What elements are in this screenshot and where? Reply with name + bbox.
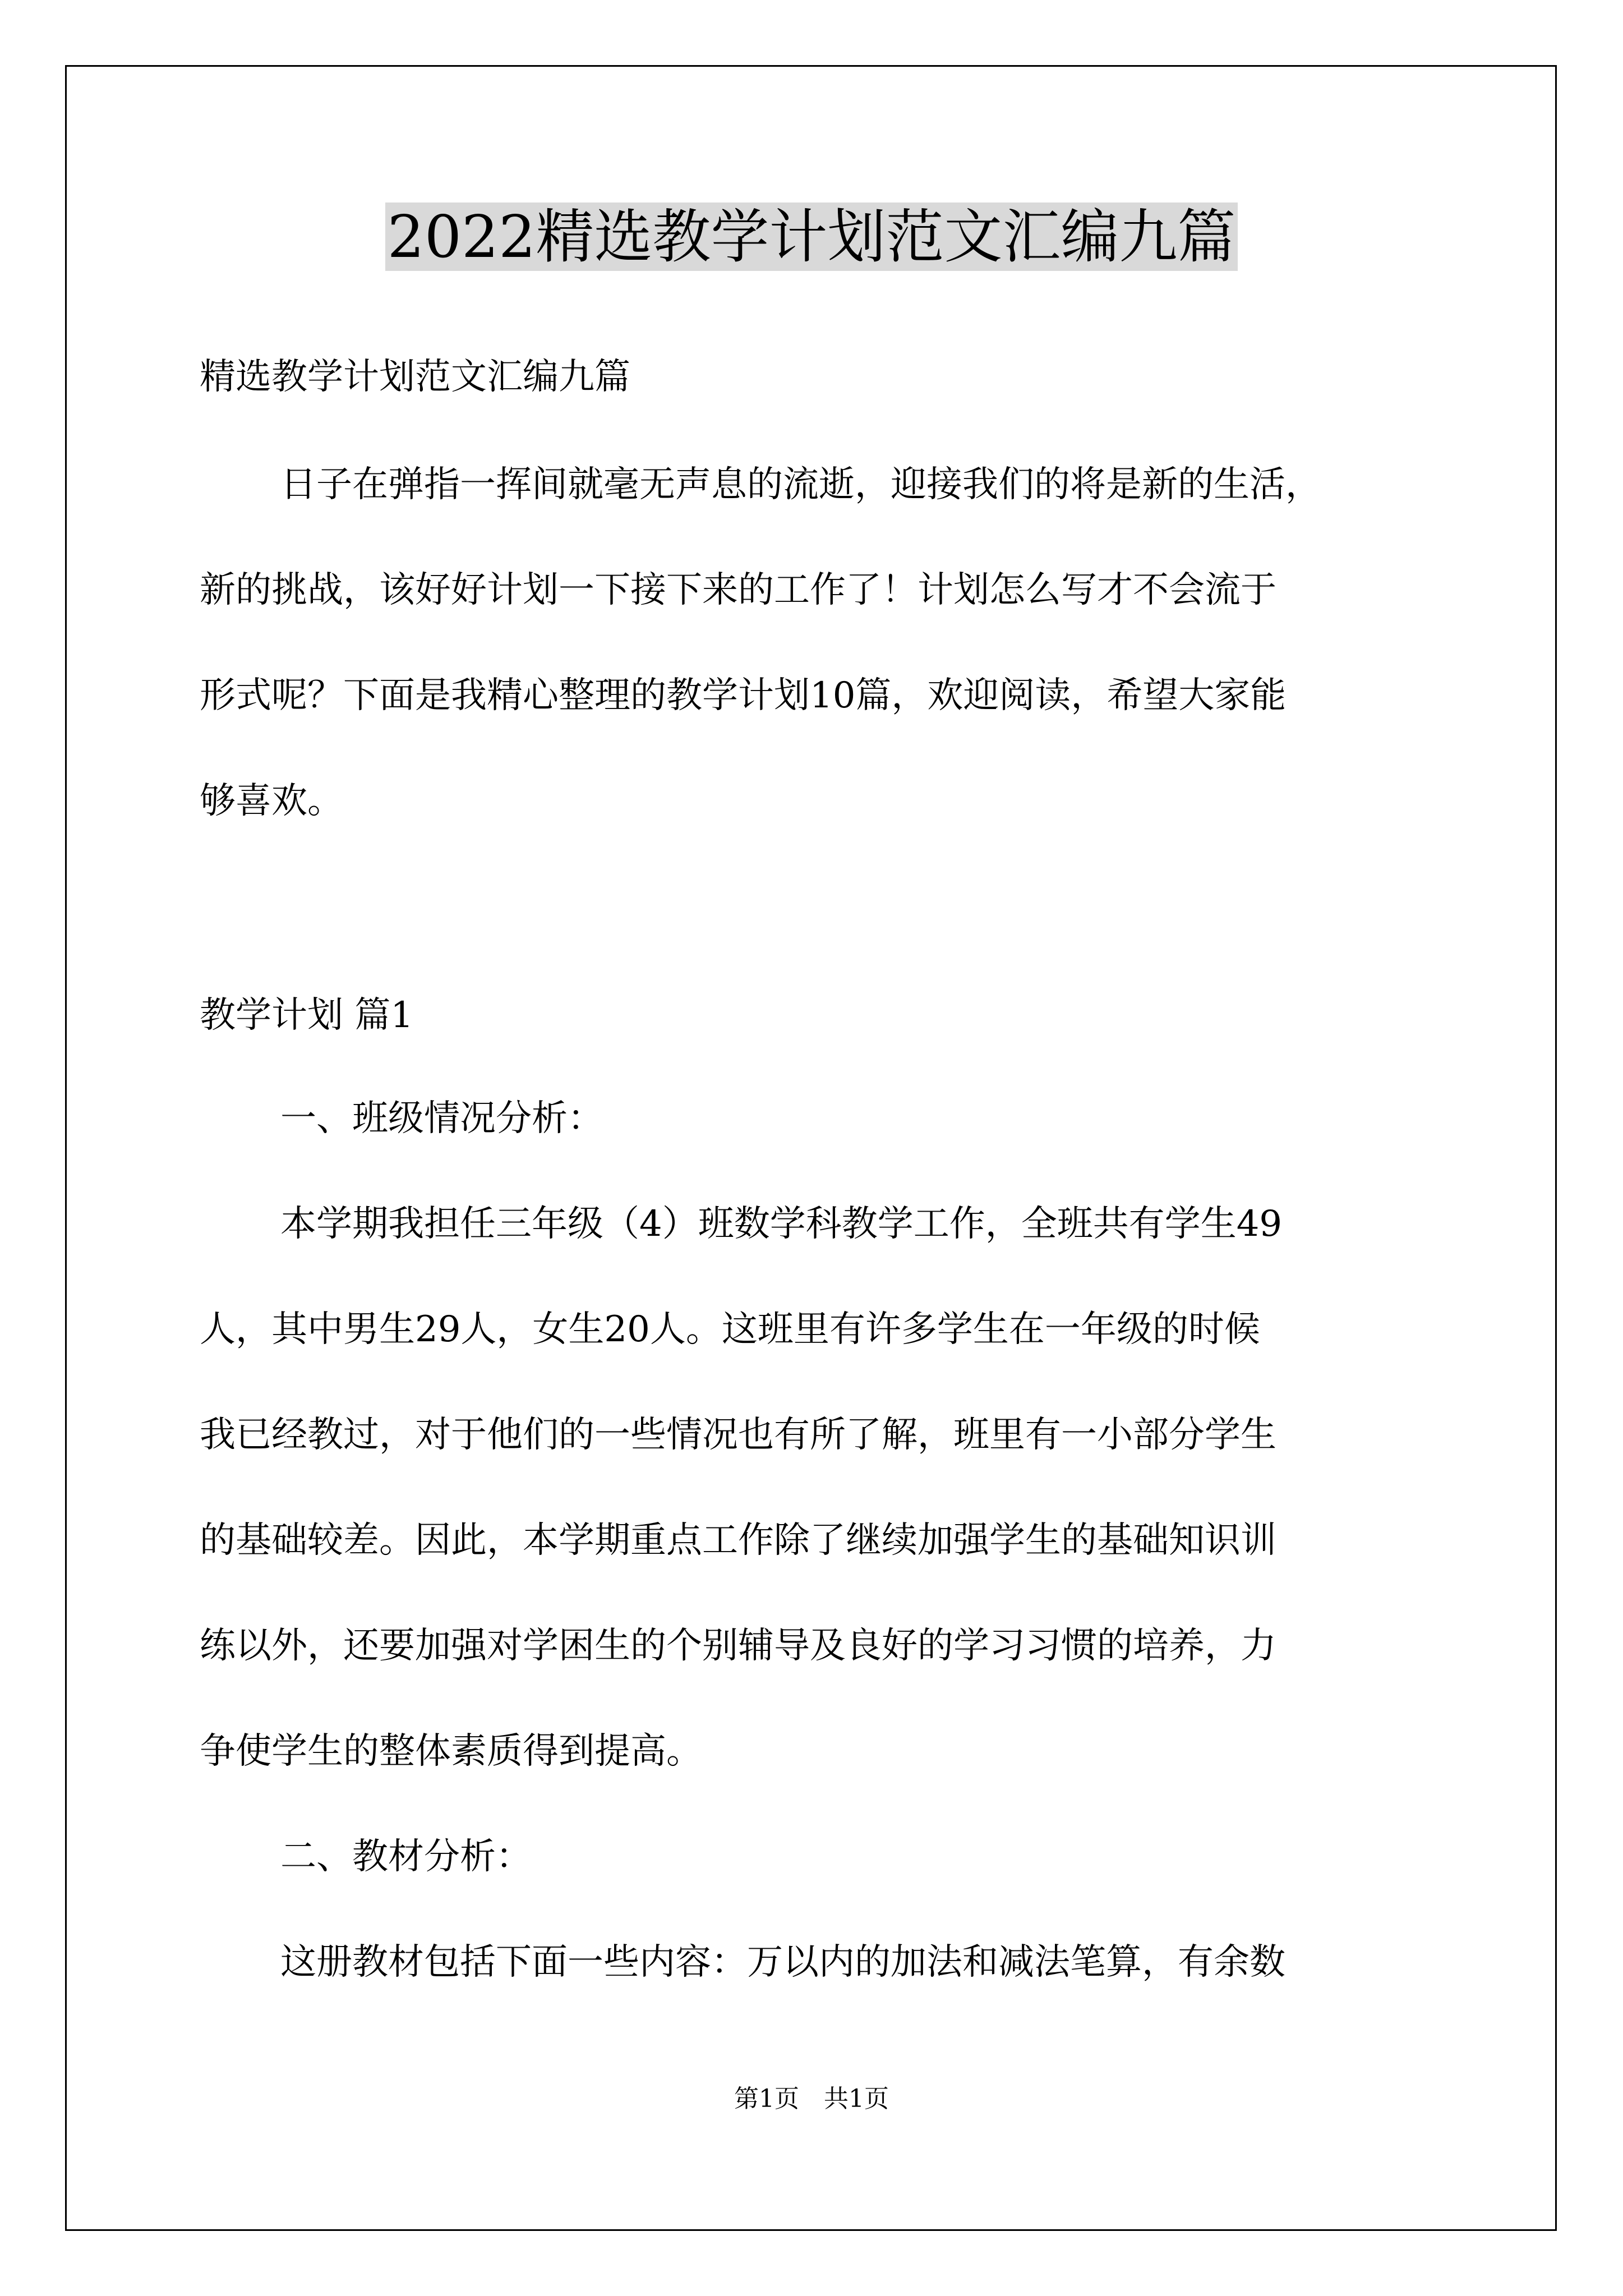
paragraph-1-line-5: 练以外，还要加强对学困生的个别辅导及良好的学习习惯的培养，力 (200, 1625, 1276, 1667)
paragraph-1-line-3: 我已经教过，对于他们的一些情况也有所了解，班里有一小部分学生 (200, 1414, 1276, 1456)
section-heading: 教学计划 篇1 (200, 995, 414, 1036)
page-footer: 第1页 共1页 (734, 2085, 889, 2113)
paragraph-1-line-2: 人，其中男生29人，女生20人。这班里有许多学生在一年级的时候 (200, 1309, 1260, 1350)
intro-line-4: 够喜欢。 (200, 780, 343, 822)
paragraph-1-line-1: 本学期我担任三年级（4）班数学科教学工作，全班共有学生49 (280, 1203, 1283, 1245)
document-title-text: 2022精选教学计划范文汇编九篇 (385, 203, 1238, 271)
subtitle: 精选教学计划范文汇编九篇 (200, 356, 630, 398)
paragraph-2-line-1: 这册教材包括下面一些内容：万以内的加法和减法笔算，有余数 (280, 1941, 1285, 1983)
intro-line-3: 形式呢？下面是我精心整理的教学计划10篇，欢迎阅读，希望大家能 (200, 675, 1287, 716)
heading-textbook-analysis: 二、教材分析： (280, 1836, 532, 1878)
intro-line-2: 新的挑战，该好好计划一下接下来的工作了！计划怎么写才不会流于 (200, 569, 1276, 611)
intro-line-1: 日子在弹指一挥间就毫无声息的流逝，迎接我们的将是新的生活， (280, 464, 1321, 505)
paragraph-1-line-4: 的基础较差。因此，本学期重点工作除了继续加强学生的基础知识训 (200, 1520, 1276, 1561)
document-title (0, 197, 1623, 276)
paragraph-1-line-6: 争使学生的整体素质得到提高。 (200, 1731, 702, 1772)
heading-class-analysis: 一、班级情况分析： (280, 1098, 603, 1139)
